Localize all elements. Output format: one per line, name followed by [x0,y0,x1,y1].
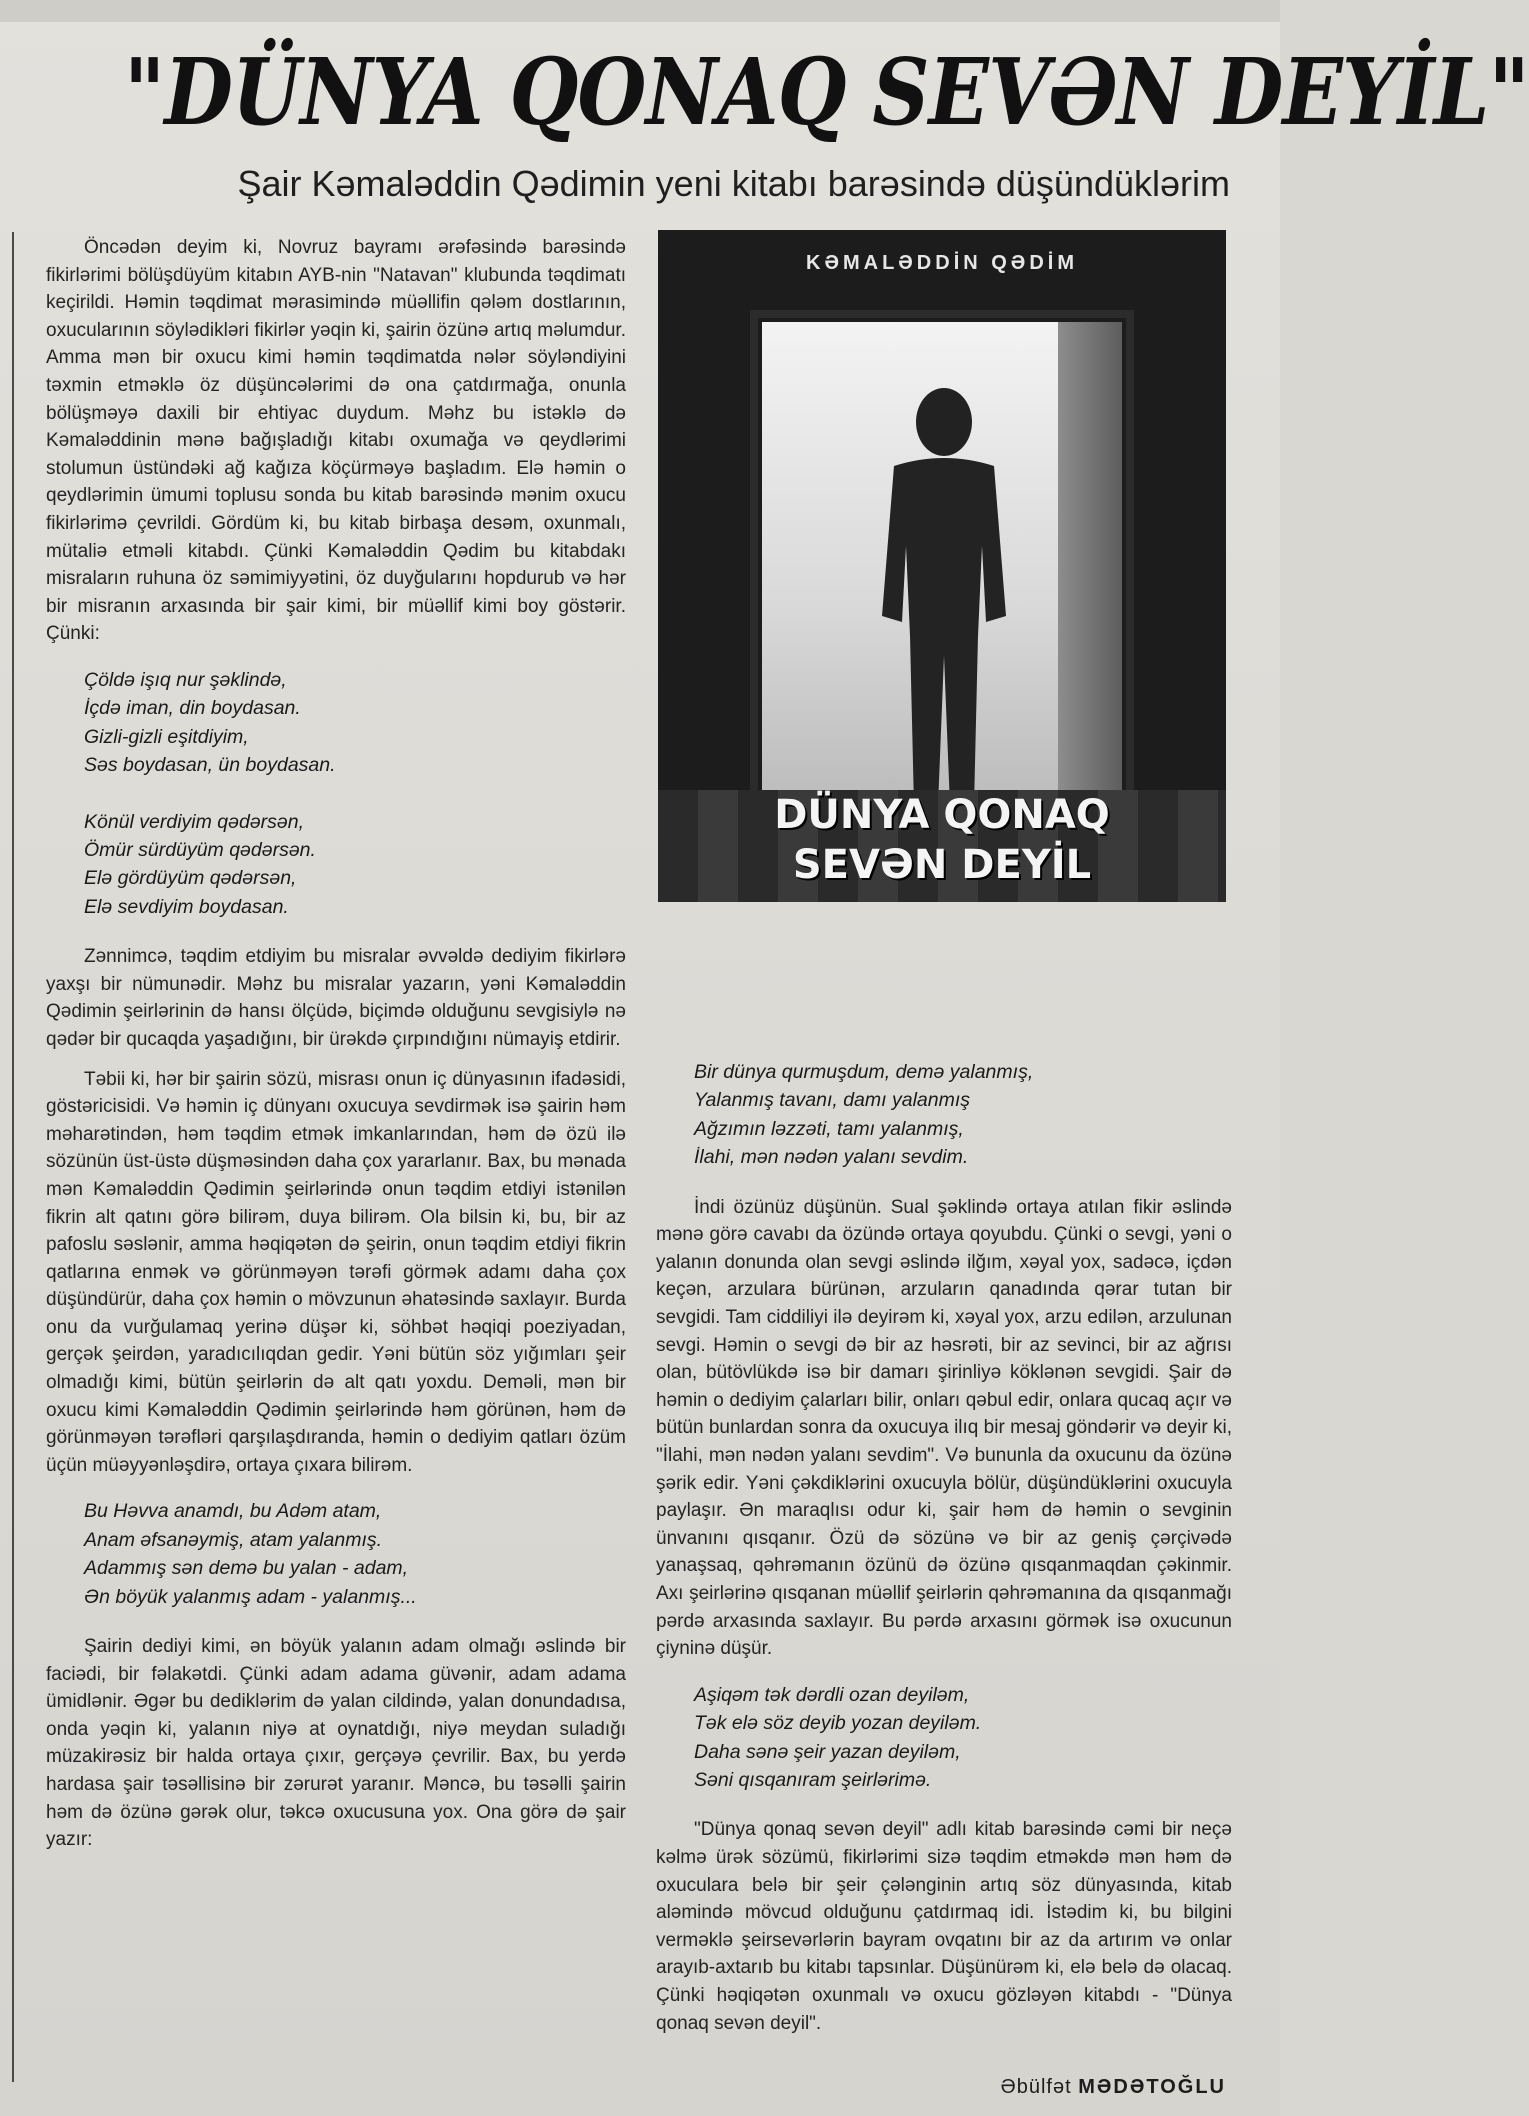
subheadline: Şair Kəmaləddin Qədimin yeni kitabı barəsində düşündüklərim [237,163,1230,204]
paragraph-1: Öncədən deyim ki, Novruz bayramı ərəfəsində barəsində fikirlərimi bölüşdüyüm kitabın AYB-nin "Natavan" klubunda təqdimatı keçirildi. Həmin təqdimat mərasimində müəllifin qələm dostlarının, oxucularının söylədikləri fikirlər yəqin ki, şairin özünə artıq məlumdur. Amma mən bir oxucu kimi həmin təqdimatda nələr söyləndiyini təxmin etməklə öz düşüncələrimi də ona çatdırmağa, onunla bölüşməyə daxili bir ehtiyac duydum. Məhz bu istəklə də Kəmaləddinin mənə bağışladığı kitabı oxumağa və qeydlərimi stolumun üstündəki ağ kağıza köçürməyə başladım. Elə həmin o qeydlərimin ümumi toplusu sonda bu kitab barəsində mənim oxucu fikirlərimə çevrildi. Gördüm ki, bu kitab birbaşa desəm, oxunmalı, mütaliə etməli kitabdı. Çünki Kəmaləddin Qədim bu kitabdakı misraların ruhuna öz səmimiyyətini, öz duyğularını hopdurub və hər bir misranın arxasında bir şair kimi, bir müəllif kimi boy göstərir. Çünki: [46,237,626,645]
verse-line: Könül verdiyim qədərsən, [84,810,305,833]
left-margin-rule [12,232,14,2082]
paragraph-5: İndi özünüz düşünün. Sual şəklində ortaya atılan fikir əslində mənə görə cavabı da özündə ortaya qoyubdu. Çünki o sevgi, yəni o yalanın donunda olan sevgi əslində ilğım, xəyal yox, sadəcə, içdən keçən, arzulara bürünən, arzuların qanadında qərar tutan bir sevgidi. Tam ciddiliyi ilə deyirəm ki, xəyal yox, arzu edilən, arzulunan sevgi. Həmin o sevgi də bir az həsrəti, bir az sevinci, bir az ağrısı olan, bütövlükdə isə bir damarı şirinliyə köklənən sevgidi. Şair də həmin o dediyim çalarları bilir, onları qəbul edir, onlara qucaq açır və bütün bunlardan sonra da oxucuya ilıq bir mesaj göndərir və deyir ki, "İlahi, mən nədən yalanı sevdim". Və bununla da oxucunu da özünə şərik edir. Yəni çəkdiklərini oxucuyla bölür, düşündüklərini oxucuyla paylaşır. Ən maraqlısı odur ki, şair həm də həmin o sevginin ünvanını qısqanır. Özü də sözünə və bir az geniş çərçivədə yanaşsaq, qəhrəmanın özünü də özünə qısqanmaqdan çəkinmir. Axı şeirlərinə qısqanan müəllif şeirlərin qəhrəmanına da qısqanmağı pərdə arxasında saxlayır. Bu pərdə arxasını görmək isə oxucunun çiyninə düşür. [656,1196,1232,1660]
verse-line: Anam əfsanəymiş, atam yalanmış. [84,1528,383,1551]
silhouette-figure [854,386,1034,806]
author-signature [660,2076,1226,2099]
verse-line: İlahi, mən nədən yalanı sevdim. [694,1146,969,1169]
cover-title-line-1: DÜNYA QONAQ [774,792,1110,838]
verse-line: Ağzımın ləzzəti, tamı yalanmış, [694,1117,964,1140]
paragraph-4: Şairin dediyi kimi, ən böyük yalanın adam olmağı əslində bir faciədi, bir fəlakətdi. Çünki adam adama güvənir, adam adama ümidlənir. Əgər bu dediklərim də yalan cildində, yalan donundadısa, onda yəqin ki, yalanın niyə at oynatdığı, niyə meydan suladığı müzakirəsiz bir halda ortaya çıxır, gerçəyə çevrilir. Bax, bu yerdə hardasa şair təsəllisinə bir zərurət yaranır. Məncə, bu təsəlli şairin həm də özünə gərək olur, təkcə oxucusuna yox. Ona görə də şair yazır: [46,1636,626,1851]
verse-line: Elə gördüyüm qədərsən, [84,867,297,890]
author-first-name: Əbülfət [1000,2076,1072,2098]
verse-line: Gizli-gizli eşitdiyim, [84,725,249,748]
verse-line: Yalanmış tavanı, damı yalanmış [694,1089,971,1112]
book-cover-image [658,230,1226,902]
previous-page-bleed [0,0,1280,22]
verse-4 [694,1058,1232,1172]
verse-line: Çöldə işıq nur şəklində, [84,668,287,691]
verse-line: Səni qısqanıram şeirlərimə. [694,1768,932,1791]
paragraph-6: "Dünya qonaq sevən deyil" adlı kitab barəsində cəmi bir neçə kəlmə ürək sözümü, fikirlərimi sizə təqdim etməkdə mən həm də oxuculara belə bir şeir çələnginin artıq söz dünyasında, kitab aləmində mövcud olduğunu çatdırmaq idi. İstədim ki, bu bilgini verməklə şeirsevərlərin bayram ovqatını bir az da artırım və onlar arayıb-axtarıb bu kitabı tapsınlar. Düşünürəm ki, elə belə də olacaq. Çünki həqiqətən oxunmalı və oxucu gözləyən kitabdı - "Dünya qonaq sevən deyil". [656,1819,1232,2034]
verse-5 [694,1681,1232,1795]
verse-line: Ən böyük yalanmış adam - yalanmış... [84,1585,417,1608]
verse-line: Tək elə söz deyib yozan deyiləm. [694,1712,982,1735]
verse-line: Aşiqəm tək dərdli ozan deyiləm, [694,1683,970,1706]
cover-title-line-2: SEVƏN DEYİL [792,842,1092,888]
verse-line: İçdə iman, din boydasan. [84,697,301,720]
paragraph-3: Təbii ki, hər bir şairin sözü, misrası onun iç dünyasının ifadəsidi, göstəricisidi. Və həmin iç dünyanı oxucuya sevdirmək isə şairin həm məharətindən, həm təqdim etmək imkanlarından, həm də özü ilə sözünün üst-üstə düşməsindən daha çox yararlanır. Bax, bu mənada mən Kəmaləddin Qədimin şeirlərində onun təqdim etdiyi istənilən fikrin alt qatını görə bilirəm, duya bilirəm. Ola bilsin ki, bu, bir az pafoslu səslənir, amma həqiqətən də şeirin, onun təqdim etdiyi fikrin qatlarına enmək və görünməyən tərəfi görmək adamı daha çox düşündürür, daha çox həmin o mövzunun əhatəsində saxlayır. Burda onu da vurğulamaq yerinə düşər ki, söhbət həqiqi poeziyadan, gerçək şeirdən, yaradıcılıqdan gedir. Yəni bütün söz yığımları şeir olmadığı kimi, bütün şeirlərin də alt qatı yoxdu. Deməli, mən bir oxucu kimi Kəmaləddin Qədimin şeirlərində həm görünən, həm də görünməyən tərəfləri qarşılaşdıranda, həmin o dediyim qatları özüm üçün müəyyənləşdirə, ortaya çıxara bilirəm. [46,1068,626,1476]
verse-line: Daha sənə şeir yazan deyiləm, [694,1740,961,1763]
verse-line: Ömür sürdüyüm qədərsən. [84,838,316,861]
verse-line: Elə sevdiyim boydasan. [84,895,289,918]
cover-author: KƏMALƏDDİN QƏDİM [806,252,1078,274]
headline: "DÜNYA QONAQ SEVƏN DEYİL" [124,38,1529,146]
left-column [46,234,626,1866]
verse-3 [84,1497,626,1611]
right-column [656,1058,1232,2049]
paragraph-2: Zənnimcə, təqdim etdiyim bu misralar əvvəldə dediyim fikirlərə yaxşı bir nümunədir. Məhz bu misralar yazarın, yəni Kəmaləddin Qədimin şeirlərinin də hansı ölçüdə, biçimdə olduğunu sevgisiylə nə qədər bir qucaqda yaşadığını, bir ürəkdə çırpındığını nümayiş etdirir. [46,946,626,1050]
verse-1 [84,666,626,921]
cover-title [658,790,1226,890]
door-panel [1058,322,1122,792]
verse-line: Bir dünya qurmuşdum, demə yalanmış, [694,1061,1034,1083]
verse-line: Adammış sən demə bu yalan - adam, [84,1557,409,1580]
verse-line: Bu Həvva anamdı, bu Adəm atam, [84,1500,382,1523]
verse-line: Səs boydasan, ün boydasan. [84,754,336,777]
author-last-name: MƏDƏTOĞLU [1078,2076,1226,2098]
